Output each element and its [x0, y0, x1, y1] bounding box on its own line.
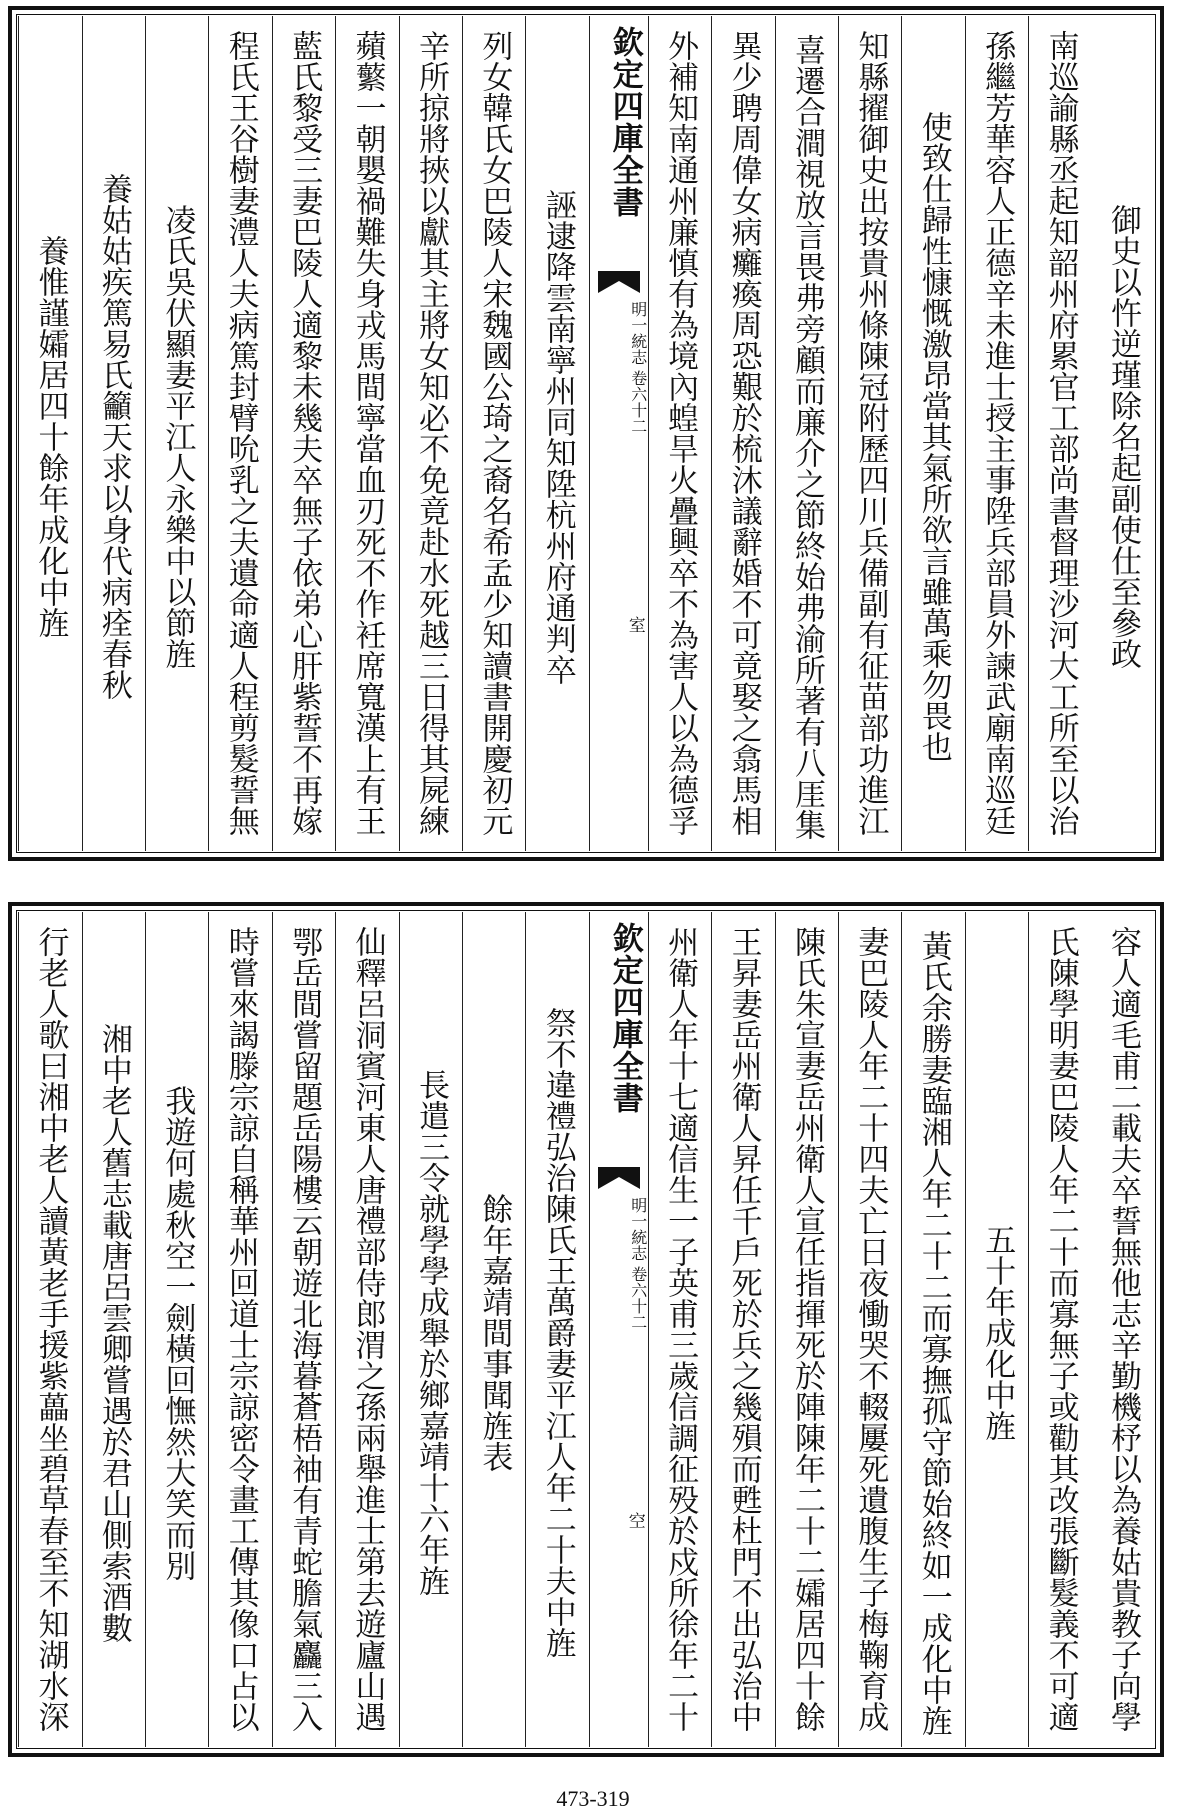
upper-page-columns — [18, 16, 1154, 851]
column-text: 辛所掠將挾以獻其主將女知必不免竟赴水死越三日得其屍練 — [412, 30, 449, 836]
text-column — [901, 16, 964, 851]
fishtail-mark — [598, 271, 640, 293]
column-text: 凌氏吳伏顯妻平江人永樂中以節旌 — [159, 204, 196, 669]
spine-volume-label: 明一統志 卷六十二 — [628, 301, 648, 435]
upper-book-page — [8, 6, 1164, 861]
lower-page-columns — [18, 912, 1154, 1747]
column-text: 知縣擢御史出按貴州條陳冠附歷四川兵備副有征苗部功進江 — [852, 30, 889, 836]
column-text: 州衛人年十七適信生一子英甫三歲信調征殁於戍所徐年二十 — [662, 926, 699, 1732]
column-text: 氏陳學明妻巴陵人年二十而寡無子或勸其改張斷髮義不可適 — [1042, 926, 1079, 1732]
spine-folio-number: 室 — [624, 616, 645, 633]
lower-book-page — [8, 902, 1164, 1757]
column-text: 使致仕歸性慷慨激昂當其氣所欲言雖萬乘勿畏也 — [915, 111, 952, 762]
column-text: 南巡諭縣丞起知韶州府累官工部尚書督理沙河大工所至以治 — [1042, 30, 1079, 836]
column-text: 列女韓氏女巴陵人宋魏國公琦之裔名希孟少知讀書開慶初元 — [476, 30, 513, 836]
text-column — [711, 16, 774, 851]
column-text: 喜遷合澗視放言畏弗旁顧而廉介之節終始弗渝所著有八厓集 — [788, 33, 825, 840]
text-column — [775, 16, 838, 851]
text-column — [775, 912, 838, 1747]
column-text: 鄂岳間嘗留題岳陽樓云朝遊北海暮蒼梧袖有青蛇膽氣麤三入 — [286, 926, 323, 1732]
column-text: 仙釋呂洞賓河東人唐禮部侍郎渭之孫兩舉進士第去遊廬山遇 — [349, 926, 386, 1732]
column-text: 長遣三令就學學成舉於鄉嘉靖十六年旌 — [412, 1069, 449, 1596]
center-spine — [589, 912, 648, 1747]
column-text: 御史以忤逆瑾除名起副使仕至參政 — [1105, 204, 1141, 669]
column-text: 我遊何處秋空一劍橫回憮然大笑而別 — [159, 1084, 196, 1581]
column-text: 異少聘周偉女病癱瘓周恐艱於梳沐議辭婚不可竟娶之翕馬相 — [725, 30, 762, 836]
column-text: 陳氏朱宣妻岳州衛人宣任指揮死於陣陳年二十二孀居四十餘 — [788, 926, 825, 1732]
fishtail-mark — [598, 1167, 640, 1189]
text-column — [965, 16, 1028, 851]
text-column — [648, 16, 711, 851]
text-column — [145, 912, 208, 1747]
text-column — [901, 912, 964, 1747]
spine-title: 欽定四庫全書 — [606, 922, 643, 1114]
column-text: 孫繼芳華容人正德辛未進士授主事陞兵部員外諫武廟南巡廷 — [979, 30, 1016, 836]
spine-folio-number: 空 — [624, 1512, 645, 1529]
text-column — [648, 912, 711, 1747]
text-column — [272, 16, 335, 851]
text-column — [462, 16, 525, 851]
text-column — [1028, 16, 1091, 851]
spine-title: 欽定四庫全書 — [606, 26, 643, 218]
text-column — [838, 16, 901, 851]
column-text: 黃氏余勝妻臨湘人年二十二而寡撫孤守節始終如一成化中旌 — [915, 929, 952, 1736]
column-text: 蘋蘩一朝嬰禍難失身戎馬間寧當血刃死不作衽席寬漢上有王 — [349, 30, 386, 836]
text-column — [335, 16, 398, 851]
text-column — [82, 16, 145, 851]
column-text: 外補知南通州廉慎有為境內蝗旱火疊興卒不為害人以為德孚 — [662, 30, 699, 836]
column-text: 容人適毛甫二載夫卒誓無他志辛勤機杼以為養姑貴教子向學 — [1105, 926, 1141, 1732]
text-column — [82, 912, 145, 1747]
column-text: 祭不違禮弘治陳氏王萬爵妻平江人年二十夫中旌 — [539, 1007, 576, 1658]
column-text: 餘年嘉靖間事聞旌表 — [476, 1193, 513, 1472]
text-column — [18, 912, 81, 1747]
text-column — [711, 912, 774, 1747]
text-column — [838, 912, 901, 1747]
column-text: 王昇妻岳州衛人昇任千戶死於兵之幾殞而甦杜門不出弘治中 — [725, 926, 762, 1732]
text-column — [272, 912, 335, 1747]
spine-volume-label: 明一統志 卷六十二 — [628, 1197, 648, 1331]
page-number-footer: 473-319 — [556, 1786, 630, 1811]
text-column — [525, 16, 588, 851]
column-text: 湘中老人舊志載唐呂雲卿嘗遇於君山側索酒數 — [95, 1022, 132, 1643]
text-column — [1092, 16, 1154, 851]
text-column — [1028, 912, 1091, 1747]
text-column — [145, 16, 208, 851]
center-spine — [589, 16, 648, 851]
text-column — [208, 912, 271, 1747]
text-column — [335, 912, 398, 1747]
column-text: 五十年成化中旌 — [979, 1224, 1016, 1441]
text-column — [462, 912, 525, 1747]
column-text: 時嘗來謁滕宗諒自稱華州回道士宗諒密令畫工傳其像口占以 — [222, 926, 259, 1732]
text-column — [399, 16, 462, 851]
column-text: 行老人歌曰湘中老人讀黃老手援紫藟坐碧草春至不知湖水深 — [32, 926, 69, 1732]
text-column — [208, 16, 271, 851]
column-text: 養姑姑疾篤易氏籲天求以身代病痊春秋 — [95, 173, 132, 700]
text-column — [525, 912, 588, 1747]
text-column — [18, 16, 81, 851]
column-text: 程氏王谷樹妻澧人夫病篤封臂吮乳之夫遺命適人程剪髮誓無 — [222, 30, 259, 836]
column-text: 養惟謹孀居四十餘年成化中旌 — [32, 235, 69, 638]
text-column — [965, 912, 1028, 1747]
column-text: 妻巴陵人年二十四夫亡日夜慟哭不輟屢死遺腹生子梅鞠育成 — [852, 926, 889, 1732]
text-column — [399, 912, 462, 1747]
text-column — [1092, 912, 1154, 1747]
column-text: 藍氏黎受三妻巴陵人適黎未幾夫卒無子依弟心肝紫誓不再嫁 — [286, 30, 323, 836]
column-text: 誣逮降雲南寧州同知陞杭州府通判卒 — [539, 188, 576, 685]
